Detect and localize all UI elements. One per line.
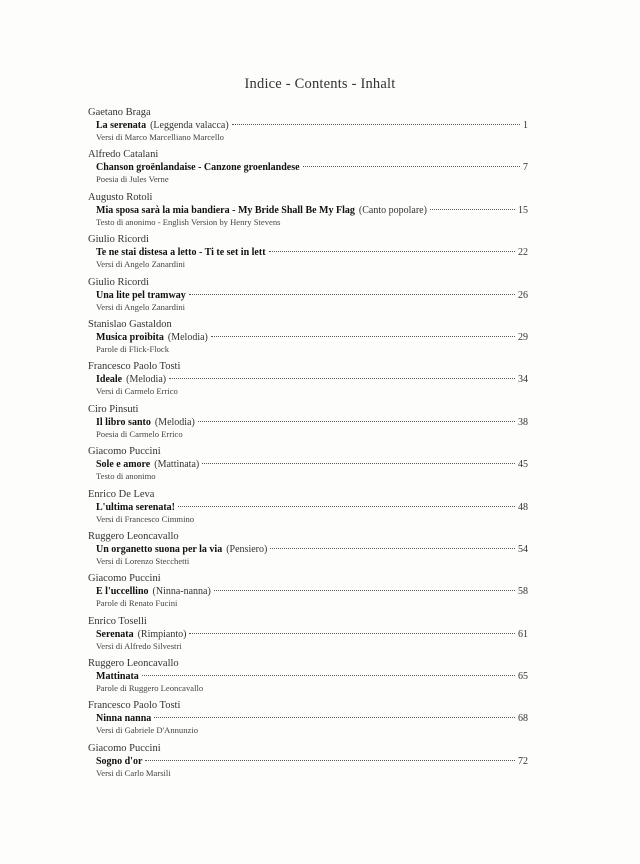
- lyricist-credit: Parole di Flick-Flock: [96, 343, 170, 354]
- dot-leader: [430, 209, 515, 210]
- composer-name: Enrico Toselli: [88, 615, 147, 627]
- toc-entry: [88, 615, 528, 657]
- piece-row: [96, 161, 528, 174]
- page-number: 29: [518, 331, 528, 343]
- piece-row: [96, 204, 528, 217]
- piece-row: [96, 416, 528, 429]
- dot-leader: [142, 675, 515, 676]
- page-number: 58: [518, 586, 528, 598]
- toc-entry: [88, 403, 528, 445]
- composer-name: Augusto Rotoli: [88, 191, 153, 203]
- page-number: 45: [518, 459, 528, 471]
- dot-leader: [145, 760, 515, 761]
- toc-entry: [88, 488, 528, 530]
- composer-name: Ciro Pinsuti: [88, 403, 139, 415]
- lyricist-credit: Versi di Marco Marcelliano Marcello: [96, 132, 224, 142]
- lyricist-credit: Versi di Carlo Marsili: [96, 767, 171, 778]
- toc-entry: [88, 148, 528, 190]
- lyricist-credit: Versi di Angelo Zanardini: [96, 301, 186, 312]
- dot-leader: [211, 336, 515, 337]
- piece-subtitle: (Canto popolare): [358, 204, 427, 216]
- piece-title: Il libro santo: [96, 416, 151, 428]
- composer-name: Stanislao Gastaldon: [88, 318, 172, 330]
- piece-row: [96, 501, 528, 514]
- page-number: 72: [518, 755, 528, 767]
- piece-title: Serenata: [96, 628, 134, 640]
- dot-leader: [270, 548, 515, 549]
- piece-title: Ideale: [96, 374, 123, 386]
- dot-leader: [189, 294, 515, 295]
- piece-subtitle: (Rimpianto): [137, 628, 187, 640]
- lyricist-credit: Parole di Renato Fucini: [96, 598, 178, 609]
- lyricist-credit: Parole di Ruggero Leoncavallo: [96, 683, 204, 694]
- piece-row: [96, 119, 528, 132]
- piece-row: [96, 585, 528, 598]
- composer-name: Giacomo Puccini: [88, 446, 161, 458]
- piece-subtitle: (Mattinata): [154, 459, 200, 471]
- piece-row: [96, 712, 528, 725]
- page-number: 1: [523, 120, 528, 131]
- piece-subtitle: (Pensiero): [226, 543, 268, 555]
- piece-row: [96, 246, 528, 259]
- composer-name: Giacomo Puccini: [88, 573, 161, 585]
- piece-title: L'ultima serenata!: [96, 501, 175, 513]
- table-of-contents: [88, 106, 528, 784]
- toc-entry: [88, 572, 528, 614]
- toc-entry: [88, 699, 528, 741]
- dot-leader: [269, 251, 515, 252]
- dot-leader: [232, 124, 520, 125]
- piece-row: [96, 628, 528, 641]
- page-number: 61: [518, 628, 528, 640]
- page-number: 22: [518, 247, 528, 259]
- piece-subtitle: (Melodia): [126, 374, 167, 386]
- piece-row: [96, 755, 528, 768]
- piece-title: Ninna nanna: [96, 713, 152, 725]
- piece-row: [96, 373, 528, 386]
- composer-name: Giacomo Puccini: [88, 742, 161, 754]
- composer-name: Enrico De Leva: [88, 488, 155, 500]
- piece-title: La serenata: [96, 120, 147, 131]
- composer-name: Ruggero Leoncavallo: [88, 658, 179, 670]
- composer-name: Francesco Paolo Tosti: [88, 361, 181, 373]
- dot-leader: [169, 378, 515, 379]
- lyricist-credit: Versi di Francesco Cimmino: [96, 513, 195, 524]
- dot-leader: [189, 633, 515, 634]
- lyricist-credit: Versi di Gabriele D'Annunzio: [96, 725, 199, 736]
- piece-title: Sole e amore: [96, 459, 151, 471]
- piece-row: [96, 289, 528, 302]
- lyricist-credit: Versi di Alfredo Silvestri: [96, 640, 182, 651]
- piece-title: Mattinata: [96, 671, 139, 683]
- piece-subtitle: (Ninna-nanna): [152, 586, 211, 598]
- toc-entry: [88, 318, 528, 360]
- page-number: 68: [518, 713, 528, 725]
- lyricist-credit: Versi di Angelo Zanardini: [96, 259, 186, 270]
- lyricist-credit: Testo di anonimo - English Version by Henry Stevens: [96, 216, 281, 227]
- lyricist-credit: Versi di Carmelo Errico: [96, 386, 178, 397]
- piece-title: Sogno d'or: [96, 755, 143, 767]
- page-number: 54: [518, 543, 528, 555]
- piece-title: Musica proibita: [96, 331, 164, 343]
- toc-entry: [88, 445, 528, 487]
- page-number: 48: [518, 501, 528, 513]
- piece-title: Mia sposa sarà la mia bandiera - My Bride Shall Be My Flag: [96, 204, 355, 216]
- page-number: 65: [518, 671, 528, 683]
- toc-entry: [88, 233, 528, 275]
- toc-entry: [88, 276, 528, 318]
- piece-title: E l'uccellino: [96, 586, 149, 598]
- dot-leader: [303, 166, 520, 167]
- page-number: 7: [523, 162, 528, 174]
- piece-subtitle: (Leggenda valacca): [150, 120, 229, 131]
- composer-name: Giulio Ricordi: [88, 276, 149, 288]
- lyricist-credit: Testo di anonimo: [96, 471, 156, 482]
- piece-subtitle: (Melodia): [154, 416, 195, 428]
- toc-entry: [88, 360, 528, 402]
- page-number: 38: [518, 416, 528, 428]
- lyricist-credit: Versi di Lorenzo Stecchetti: [96, 555, 190, 566]
- dot-leader: [178, 506, 515, 507]
- dot-leader: [214, 590, 515, 591]
- piece-subtitle: (Melodia): [167, 331, 208, 343]
- piece-row: [96, 543, 528, 556]
- toc-entry: [88, 106, 528, 148]
- lyricist-credit: Poesia di Carmelo Errico: [96, 428, 183, 439]
- piece-title: Un organetto suona per la via: [96, 543, 223, 555]
- dot-leader: [198, 421, 515, 422]
- piece-title: Chanson groënlandaise - Canzone groenlandese: [96, 162, 300, 174]
- page-number: 34: [518, 374, 528, 386]
- piece-row: [96, 331, 528, 344]
- toc-entry: [88, 191, 528, 233]
- page-number: 26: [518, 289, 528, 301]
- piece-title: Te ne stai distesa a letto - Ti te set in lett: [96, 247, 266, 259]
- toc-entry: [88, 742, 528, 784]
- dot-leader: [202, 463, 515, 464]
- composer-name: Ruggero Leoncavallo: [88, 530, 179, 542]
- piece-row: [96, 458, 528, 471]
- composer-name: Alfredo Catalani: [88, 149, 159, 161]
- toc-entry: [88, 657, 528, 699]
- dot-leader: [154, 717, 515, 718]
- toc-entry: [88, 530, 528, 572]
- composer-name: Giulio Ricordi: [88, 234, 149, 246]
- composer-name: Gaetano Braga: [88, 107, 151, 118]
- composer-name: Francesco Paolo Tosti: [88, 700, 181, 712]
- page-title: Indice - Contents - Inhalt: [244, 76, 396, 92]
- page-number: 15: [518, 204, 528, 216]
- piece-title: Una lite pel tramway: [96, 289, 186, 301]
- piece-row: [96, 670, 528, 683]
- lyricist-credit: Poesia di Jules Verne: [96, 174, 169, 185]
